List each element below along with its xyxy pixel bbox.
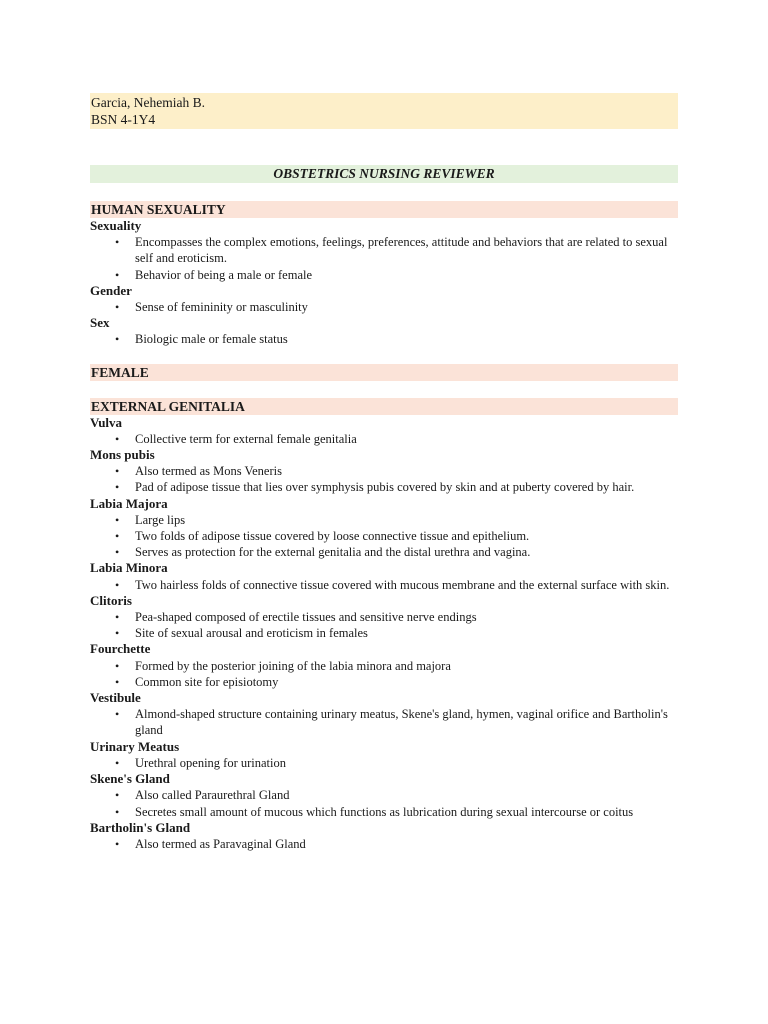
section-heading-human-sexuality: HUMAN SEXUALITY (90, 201, 678, 218)
term-clitoris: Clitoris (90, 592, 132, 608)
term-bartholin-s-gland: Bartholin's Gland (90, 819, 191, 835)
list-item: • Encompasses the complex emotions, feelings, preferences, attitude and behaviors that are related to sexual self and eroticism. (90, 234, 678, 266)
list-item: • Also termed as Paravaginal Gland (90, 836, 678, 852)
bullet-list (90, 431, 678, 447)
term-vulva: Vulva (90, 414, 123, 430)
document-page (90, 93, 678, 852)
bullet-list (90, 706, 678, 738)
list-item: • Also termed as Mons Veneris (90, 463, 678, 479)
list-item: • Secretes small amount of mucous which functions as lubrication during sexual intercourse or coitus (90, 804, 678, 820)
bullet-list (90, 577, 678, 593)
course-section: BSN 4-1Y4 (91, 111, 156, 127)
bullet-list (90, 512, 678, 561)
term-labia-minora: Labia Minora (90, 560, 168, 576)
bullet-list (90, 299, 678, 315)
term-sex: Sex (90, 315, 110, 331)
bullet-list (90, 609, 678, 641)
list-item: • Large lips (90, 512, 678, 528)
list-item: • Two hairless folds of connective tissue covered with mucous membrane and the external surface with skin. (90, 577, 678, 593)
author-block (90, 93, 678, 129)
bullet-list (90, 331, 678, 347)
external-genitalia-entries (90, 415, 678, 852)
list-item: • Site of sexual arousal and eroticism in females (90, 625, 678, 641)
list-item: • Pea-shaped composed of erectile tissues and sensitive nerve endings (90, 609, 678, 625)
section-heading-female: FEMALE (90, 364, 678, 381)
list-item: • Two folds of adipose tissue covered by loose connective tissue and epithelium. (90, 528, 678, 544)
human-sexuality-entries (90, 218, 678, 348)
term-sexuality: Sexuality (90, 218, 142, 233)
term-labia-majora: Labia Majora (90, 495, 168, 511)
list-item: • Urethral opening for urination (90, 755, 678, 771)
list-item: • Almond-shaped structure containing urinary meatus, Skene's gland, hymen, vaginal orifice and Bartholin's gland (90, 706, 678, 738)
list-item: • Formed by the posterior joining of the labia minora and majora (90, 658, 678, 674)
list-item: • Also called Paraurethral Gland (90, 787, 678, 803)
list-item: • Biologic male or female status (90, 331, 678, 347)
author-name: Garcia, Nehemiah B. (91, 95, 205, 110)
list-item: • Sense of femininity or masculinity (90, 299, 678, 315)
bullet-list (90, 836, 678, 852)
bullet-list (90, 234, 678, 283)
term-fourchette: Fourchette (90, 641, 151, 657)
list-item: • Behavior of being a male or female (90, 267, 678, 283)
list-item: • Pad of adipose tissue that lies over symphysis pubis covered by skin and at puberty covered by hair. (90, 479, 678, 495)
bullet-list (90, 755, 678, 771)
term-gender: Gender (90, 282, 132, 298)
term-mons-pubis: Mons pubis (90, 447, 155, 463)
list-item: • Common site for episiotomy (90, 674, 678, 690)
list-item: • Collective term for external female genitalia (90, 431, 678, 447)
term-urinary-meatus: Urinary Meatus (90, 738, 180, 754)
section-heading-external-genitalia: EXTERNAL GENITALIA (90, 398, 678, 415)
bullet-list (90, 658, 678, 690)
list-item: • Serves as protection for the external genitalia and the distal urethra and vagina. (90, 544, 678, 560)
bullet-list (90, 463, 678, 495)
document-title: OBSTETRICS NURSING REVIEWER (90, 165, 678, 183)
term-skene-s-gland: Skene's Gland (90, 771, 170, 787)
term-vestibule: Vestibule (90, 690, 141, 706)
bullet-list (90, 787, 678, 819)
